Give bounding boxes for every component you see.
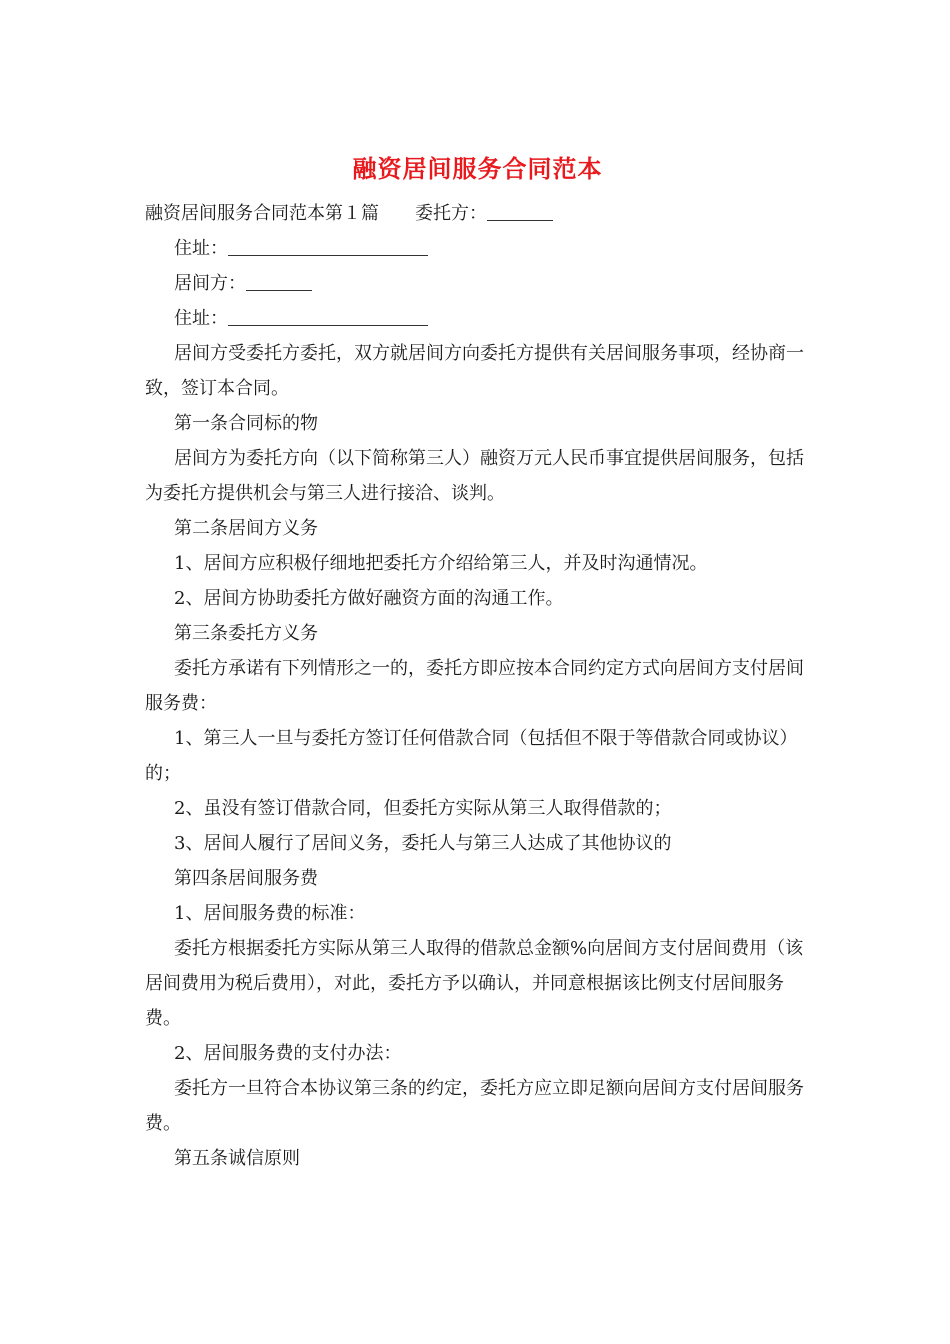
article-3-text: 委托方承诺有下列情形之一的，委托方即应按本合同约定方式向居间方支付居间服务费： — [145, 658, 804, 714]
article-4-item-2: 2、居间服务费的支付办法： — [174, 1043, 402, 1064]
article-3-title: 第三条委托方义务 — [174, 623, 318, 644]
client-blank — [487, 202, 553, 221]
address1-label: 住址： — [174, 238, 228, 259]
address1-blank — [228, 237, 428, 256]
article-3-item-2: 2、虽没有签订借款合同，但委托方实际从第三人取得借款的； — [174, 798, 672, 819]
intermediary-blank — [246, 272, 312, 291]
article-4-body-1-text: 委托方根据委托方实际从第三人取得的借款总金额%向居间方支付居间费用（该居间费用为税后费用），对此，委托方予以确认，并同意根据该比例支付居间服务费。 — [145, 938, 804, 1029]
article-3-item-3: 3、居间人履行了居间义务，委托人与第三人达成了其他协议的 — [174, 833, 672, 854]
document-title: 融资居间服务合同范本 — [352, 154, 603, 183]
client-label: 委托方： — [415, 203, 487, 224]
article-1-text: 居间方为委托方向（以下简称第三人）融资万元人民币事宜提供居间服务，包括为委托方提供机会与第三人进行接洽、谈判。 — [145, 448, 804, 504]
intro-paragraph — [145, 336, 810, 406]
article-4-item-1: 1、居间服务费的标准： — [174, 903, 366, 924]
intermediary-label: 居间方： — [174, 273, 246, 294]
intro-text: 居间方受委托方委托，双方就居间方向委托方提供有关居间服务事项，经协商一致，签订本合同。 — [145, 343, 804, 399]
article-1-title: 第一条合同标的物 — [174, 413, 318, 434]
document-page — [145, 150, 810, 1176]
article-2-item-1: 1、居间方应积极仔细地把委托方介绍给第三人，并及时沟通情况。 — [174, 553, 708, 574]
address2-line — [145, 301, 810, 336]
address2-label: 住址： — [174, 308, 228, 329]
header-lead: 融资居间服务合同范本第１篇 — [145, 203, 379, 224]
article-5-title: 第五条诚信原则 — [174, 1148, 300, 1169]
header-line — [145, 196, 810, 231]
article-4-title: 第四条居间服务费 — [174, 868, 318, 889]
intermediary-line — [145, 266, 810, 301]
article-3-item-1-text: 1、第三人一旦与委托方签订任何借款合同（包括但不限于等借款合同或协议）的； — [145, 728, 798, 784]
article-4-body-2-text: 委托方一旦符合本协议第三条的约定，委托方应立即足额向居间方支付居间服务费。 — [145, 1078, 804, 1134]
address2-blank — [228, 307, 428, 326]
article-4-body-1 — [145, 931, 810, 1036]
article-2-item-2: 2、居间方协助委托方做好融资方面的沟通工作。 — [174, 588, 564, 609]
article-2-title: 第二条居间方义务 — [174, 518, 318, 539]
article-4-body-2 — [145, 1071, 810, 1141]
article-3-item-1 — [145, 721, 810, 791]
address1-line — [145, 231, 810, 266]
article-3-body — [145, 651, 810, 721]
article-1-body — [145, 441, 810, 511]
